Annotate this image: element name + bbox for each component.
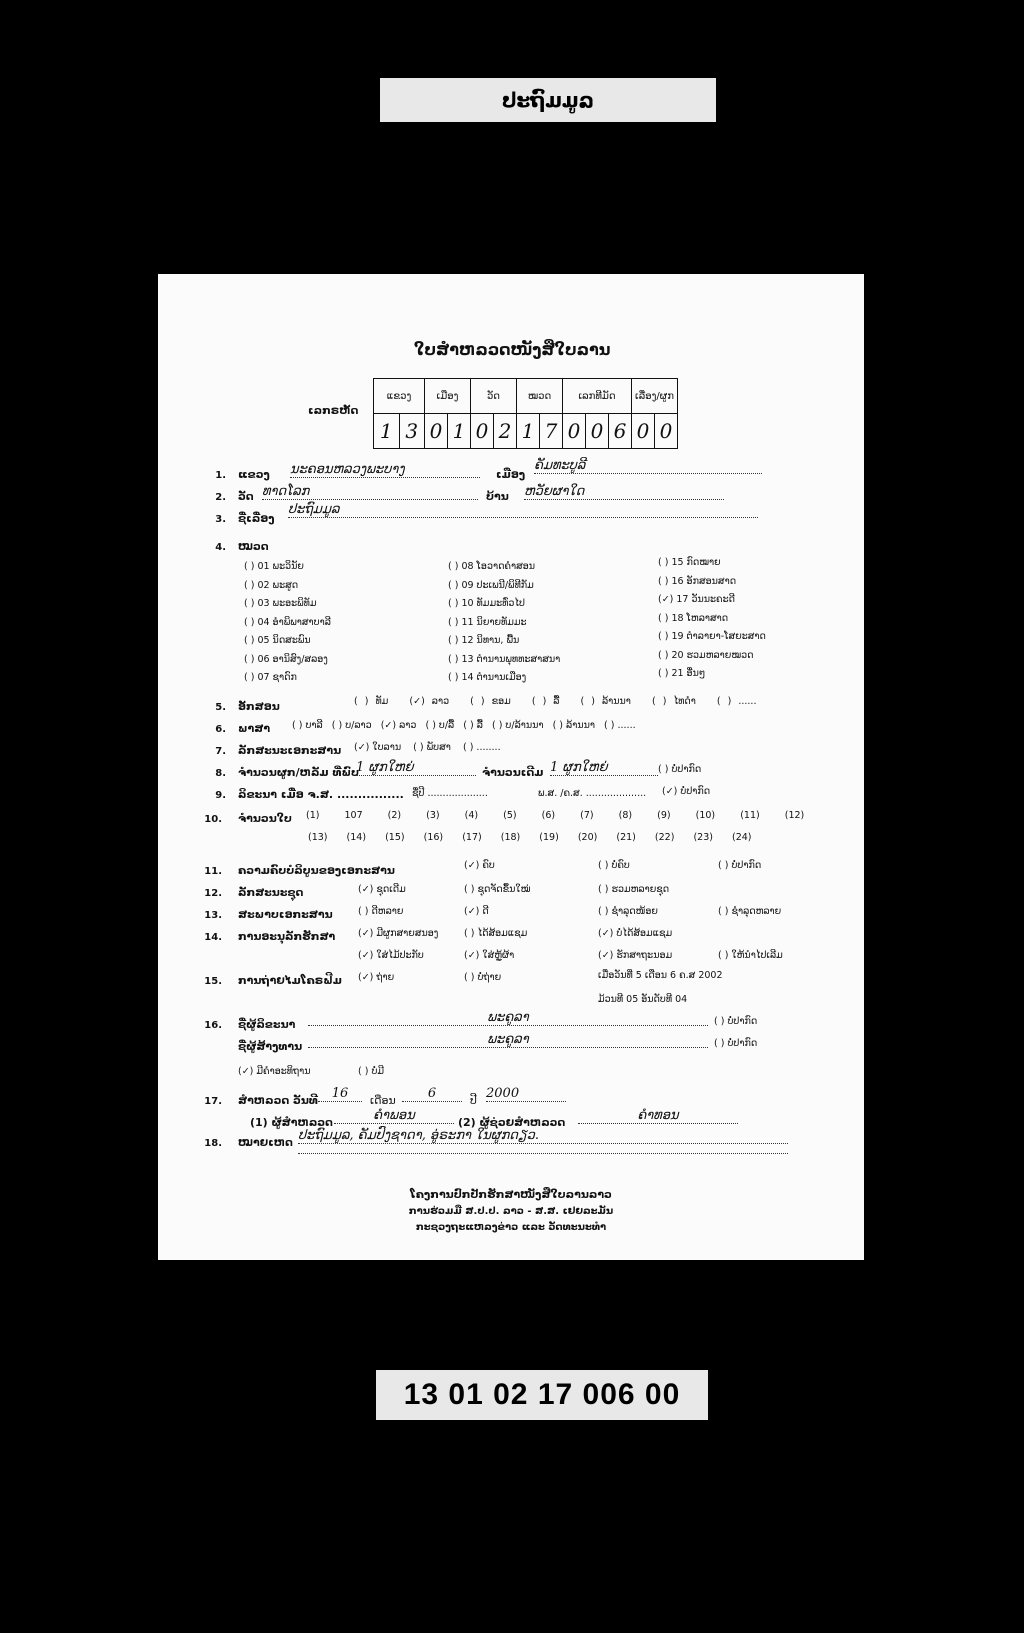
leaf-count-cell: (5) xyxy=(503,810,517,821)
remarks-value: ປະຖົມມູລ, ຄັມປົງຊາດາ, ອູ່ຣະກາ ໃນຜູກດຽວ. xyxy=(298,1128,788,1144)
leaf-count-row-1 xyxy=(306,810,804,821)
set-type-option[interactable]: ( ) ຊຸດຈັດຂຶ້ນໃໝ່ xyxy=(464,884,531,895)
footer-cooperation: ການຮ່ວມມື ສ.ປ.ປ. ລາວ - ສ.ສ. ເຢຍລະມັນ xyxy=(408,1206,614,1217)
language-option-selected[interactable]: (✓) ລາວ xyxy=(380,720,417,731)
written-date-label: ລິຂະນາ ເມື່ອ ຈ.ສ. ................ xyxy=(238,788,404,801)
scribe-label: ຊື່ຜູ້ລິຂະນາ xyxy=(238,1018,296,1031)
prayer-option-selected[interactable]: (✓) ມີຄຳອະທິຖານ xyxy=(238,1066,311,1077)
leaf-count-cell: (15) xyxy=(385,832,405,843)
form-title: ໃບສຳຫລວດໜັງສືໃບລານ xyxy=(414,340,611,359)
surveyor-value: ຄຳພອນ xyxy=(334,1108,454,1124)
survey-form-sheet xyxy=(158,274,864,1260)
province-value: ນະຄອນຫລວງພະບາງ xyxy=(290,462,480,478)
field-number: 13. xyxy=(204,910,222,921)
field-number: 17. xyxy=(204,1096,222,1107)
id-digit: 3 xyxy=(399,414,425,449)
category-option[interactable]: ( ) 14 ຕຳນານເມືອງ xyxy=(448,672,527,683)
category-option[interactable]: ( ) 07 ຊາດົກ xyxy=(244,672,297,683)
field-number: 6. xyxy=(215,724,226,735)
category-option[interactable]: ( ) 21 ອື່ນໆ xyxy=(658,668,706,679)
conservation-label: ການອະນຸລັກຮັກສາ xyxy=(238,930,336,943)
category-option[interactable]: ( ) 11 ນິຍາຍທັມມະ xyxy=(448,616,527,628)
donor-unknown[interactable]: ( ) ບໍ່ປາກົດ xyxy=(714,1038,758,1049)
leaf-count-cell: (10) xyxy=(695,810,716,821)
leaf-count-cell: (20) xyxy=(577,832,598,843)
temple-value: ທາດໂລກ xyxy=(262,484,478,500)
language-options xyxy=(292,720,636,731)
leaf-count-cell: (12) xyxy=(784,810,805,821)
id-header-category: ໝວດ xyxy=(517,379,563,414)
conservation-option-selected[interactable]: (✓) ໃສ່ຫຼູ້ຜ້າ xyxy=(464,950,515,961)
footer-ministry: ກະຊວງຖະແຫລງຂ່າວ ແລະ ວັດທະນະທຳ xyxy=(415,1222,607,1233)
title-value: ປະຖົມມູລ xyxy=(288,502,758,518)
conservation-option[interactable]: ( ) ໃຫ້ນຳໄປເລີມ xyxy=(718,950,783,961)
field-number: 3. xyxy=(215,514,226,525)
id-digit: 0 xyxy=(425,414,448,449)
leaf-count-cell: (6) xyxy=(541,810,556,821)
category-option[interactable]: ( ) 18 ໂຫລາສາດ xyxy=(658,612,729,624)
set-type-option-selected[interactable]: (✓) ຊຸດເດີມ xyxy=(358,884,406,895)
doc-type-label: ລັກສະນະເອກະສານ xyxy=(238,744,342,757)
id-digit: 1 xyxy=(517,414,540,449)
id-header-district: ເມືອງ xyxy=(425,379,471,414)
id-header-bundle-no: ເລກທີມັດ xyxy=(563,379,632,414)
language-option[interactable]: ( ) ລ້ານນາ xyxy=(552,720,595,731)
field-number: 14. xyxy=(204,932,222,943)
survey-year: 2000 xyxy=(486,1086,566,1102)
condition-option[interactable]: ( ) ຊຳລຸດໜ້ອຍ xyxy=(598,906,658,917)
leaf-count-cell: (24) xyxy=(732,832,752,843)
district-value: ຄັມທະບູລີ xyxy=(534,458,762,474)
script-label: ອັກສອນ xyxy=(238,700,280,713)
temple-label: ວັດ xyxy=(238,490,254,503)
language-option[interactable]: ( ) ບາລີ xyxy=(292,720,323,731)
scribe-value: ພະຄູລາ xyxy=(308,1010,708,1026)
set-type-label: ລັກສະນະຊຸດ xyxy=(238,886,304,899)
survey-date-label: ສຳຫລວດ ວັນທີ xyxy=(238,1094,318,1107)
footer-project-name: ໂຄງການປົກປັກຮັກສາໜັງສືໃບລານລາວ xyxy=(410,1188,612,1201)
remarks-extra-line xyxy=(298,1152,788,1154)
id-digit: 1 xyxy=(374,414,400,449)
field-number: 12. xyxy=(204,888,222,899)
completeness-option[interactable]: ( ) ບໍ່ປາກົດ xyxy=(718,860,762,871)
district-label: ເມືອງ xyxy=(496,468,526,481)
category-option[interactable]: ( ) 20 ຮວມຫລາຍໝວດ xyxy=(658,649,754,661)
script-option-selected[interactable]: (✓) ລາວ xyxy=(409,696,450,707)
leaf-count-cell: (9) xyxy=(657,810,671,821)
donor-value: ພະຄູລາ xyxy=(308,1032,708,1048)
field-number: 11. xyxy=(204,866,222,877)
surveyor-label: (1) ຜູ້ສຳຫລວດ xyxy=(250,1116,333,1129)
code-label: ເລກຣຫັດ xyxy=(308,404,359,417)
category-option[interactable]: ( ) 19 ຕຳລາຍາ-ໂສຍະສາດ xyxy=(658,631,766,642)
script-option[interactable]: ( ) ໄທດຳ xyxy=(652,696,696,707)
category-option[interactable]: ( ) 08 ໂອວາດຄຳສອນ xyxy=(448,561,536,572)
category-option[interactable]: ( ) 12 ນິທານ, ພື້ນ xyxy=(448,635,520,646)
id-digit: 0 xyxy=(632,414,655,449)
condition-option[interactable]: ( ) ດີຫລາຍ xyxy=(358,906,404,917)
leaf-count-cell: (22) xyxy=(654,832,675,843)
era-year-label: ພ.ສ. /ຄ.ສ. .................... xyxy=(538,788,647,799)
id-digit: 6 xyxy=(609,414,632,449)
category-option[interactable]: ( ) 03 ພະອະພິທັມ xyxy=(244,598,317,609)
category-option[interactable]: ( ) 16 ອັກສອນສາດ xyxy=(658,575,737,587)
field-number: 9. xyxy=(215,790,226,801)
id-digit: 2 xyxy=(494,414,517,449)
survey-day: 16 xyxy=(318,1086,362,1102)
field-number: 7. xyxy=(215,746,226,757)
script-option[interactable]: ( ) ລ້ານນາ xyxy=(580,696,631,707)
conservation-option[interactable]: ( ) ໄດ້ສ້ອມແຊມ xyxy=(464,928,528,939)
leaf-count-cell: (19) xyxy=(539,832,559,843)
top-title-label: ປະຖົມມູລ xyxy=(380,78,716,122)
village-value: ຫວັຍຜາໃດ xyxy=(524,484,724,500)
field-number: 18. xyxy=(204,1138,222,1149)
leaf-count-cell: (8) xyxy=(618,810,633,821)
category-column-2 xyxy=(448,558,560,688)
survey-month: 6 xyxy=(402,1086,462,1102)
id-digit: 0 xyxy=(471,414,494,449)
script-option[interactable]: ( ) ຂອມ xyxy=(470,696,511,707)
leaf-count-cell: (3) xyxy=(426,810,440,821)
original-count-value: 1 ຜູກໃຫຍ່ xyxy=(550,760,658,776)
id-digit: 0 xyxy=(586,414,609,449)
field-number: 10. xyxy=(204,814,222,825)
scribe-unknown[interactable]: ( ) ບໍ່ປາກົດ xyxy=(714,1016,758,1027)
condition-option-selected[interactable]: (✓) ດີ xyxy=(464,906,489,917)
title-label: ຊື່ເລື່ອງ xyxy=(238,512,275,525)
completeness-option-selected[interactable]: (✓) ຄົບ xyxy=(464,860,495,871)
donor-label: ຊື່ຜູ້ສ້າງທານ xyxy=(238,1040,303,1053)
microfilm-roll: ມ້ວນທີ 05 ອັນດັບທີ 04 xyxy=(598,994,688,1005)
leaf-count-cell: (17) xyxy=(462,832,482,843)
leaf-count-cell: (11) xyxy=(740,810,760,821)
script-option[interactable]: ( ) ລື້ xyxy=(531,696,560,707)
field-number: 8. xyxy=(215,768,226,779)
prayer-option[interactable]: ( ) ບໍ່ມີ xyxy=(358,1066,385,1077)
leaf-count-row-2 xyxy=(308,832,752,843)
condition-label: ສະພາບເອກະສານ xyxy=(238,908,333,921)
condition-option[interactable]: ( ) ຊຳລຸດຫລາຍ xyxy=(718,906,782,917)
language-option[interactable]: ( ) ບ/ລື້ xyxy=(425,720,455,731)
found-count-label: ຈຳນວນຜູກ/ຫລັມ ທີ່ພົບ xyxy=(238,766,359,779)
microfilm-date: ເມື່ອວັນທີ່ 5 ເດືອນ 6 ຄ.ສ 2002 xyxy=(598,970,723,981)
leaf-count-cell: (21) xyxy=(616,832,636,843)
doc-type-option[interactable]: ( ) ພັບສາ xyxy=(413,742,451,753)
microfilm-option[interactable]: ( ) ບໍ່ຖ່າຍ xyxy=(464,972,502,983)
field-number: 5. xyxy=(215,702,226,713)
assistant-surveyor-label: (2) ຜູ້ຊ່ວຍສຳຫລວດ xyxy=(458,1116,566,1129)
category-column-1 xyxy=(244,558,331,688)
language-label: ພາສາ xyxy=(238,722,271,735)
category-label: ໝວດ xyxy=(238,540,269,553)
id-digit: 0 xyxy=(655,414,678,449)
field-number: 16. xyxy=(204,1020,222,1031)
language-option[interactable]: ( ) ...... xyxy=(604,720,636,731)
survey-month-label: ເດືອນ xyxy=(370,1094,396,1107)
remarks-label: ໝາຍເຫດ xyxy=(238,1136,293,1149)
field-number: 2. xyxy=(215,492,226,503)
conservation-option-selected[interactable]: (✓) ໃສ່ໄມ້ປະກັບ xyxy=(358,950,424,961)
category-option[interactable]: ( ) 04 ອໍາພິພາສາບາລີ xyxy=(244,616,331,628)
leaf-count-cell: (7) xyxy=(580,810,594,821)
category-option[interactable]: ( ) 05 ນິດສະພົນ xyxy=(244,635,311,646)
written-date-unknown[interactable]: (✓) ບໍ່ປາກົດ xyxy=(662,786,711,797)
survey-year-label: ປີ xyxy=(470,1094,477,1107)
conservation-option-selected[interactable]: (✓) ຮັກສາຖະນອມ xyxy=(598,950,673,961)
leaf-count-label: ຈຳນວນໃບ xyxy=(238,812,292,825)
category-option[interactable]: ( ) 09 ປະເພນີ/ພິທີກັມ xyxy=(448,579,534,591)
id-header-temple: ວັດ xyxy=(471,379,517,414)
language-option[interactable]: ( ) ລື້ xyxy=(463,720,483,731)
leaf-count-cell: (18) xyxy=(500,832,521,843)
found-count-value: 1 ຜູກໃຫຍ່ xyxy=(356,760,476,776)
set-type-option[interactable]: ( ) ຮວມຫລາຍຊຸດ xyxy=(598,884,670,895)
language-option[interactable]: ( ) ບ/ລາວ xyxy=(331,720,372,731)
script-option[interactable]: ( ) ທັມ xyxy=(354,696,389,707)
conservation-option-selected[interactable]: (✓) ມີຜູກສາຍສນອງ xyxy=(358,928,439,939)
leaf-count-cell: (16) xyxy=(423,832,444,843)
id-header-title-fascicle: ເລື່ອງ/ຜູກ xyxy=(632,379,678,414)
category-option-selected[interactable]: (✓) 17 ວັນນະຄະດີ xyxy=(658,594,735,605)
id-digit: 0 xyxy=(563,414,586,449)
village-label: ບ້ານ xyxy=(486,490,509,503)
leaf-count-cell: (2) xyxy=(387,810,402,821)
province-label: ແຂວງ xyxy=(238,468,270,481)
script-options xyxy=(354,696,756,707)
completeness-option[interactable]: ( ) ບໍ່ຄົບ xyxy=(598,860,630,871)
assistant-surveyor-value: ຄຳທອນ xyxy=(578,1108,738,1124)
microfilm-label: ການຖ່າຍໄມໂຄຣຟີມ xyxy=(238,974,342,987)
field-number: 4. xyxy=(215,542,226,553)
category-option[interactable]: ( ) 13 ຕຳນານພຸທທະສາສນາ xyxy=(448,653,561,665)
doc-type-options xyxy=(354,742,501,753)
field-number: 15. xyxy=(204,976,222,987)
original-count-unknown[interactable]: ( ) ບໍ່ປາກົດ xyxy=(658,764,702,775)
leaf-count-cell: (1) 107 xyxy=(306,810,363,821)
leaf-count-cell: (13) xyxy=(308,832,328,843)
category-option[interactable]: ( ) 02 ພະສູດ xyxy=(244,579,299,591)
category-option[interactable]: ( ) 15 ກົດໝາຍ xyxy=(658,557,721,568)
leaf-count-cell: (14) xyxy=(346,832,367,843)
leaf-count-cell: (23) xyxy=(693,832,713,843)
category-column-3 xyxy=(658,554,766,684)
category-option[interactable]: ( ) 10 ທັມມະທົ່ວໄປ xyxy=(448,598,525,609)
id-header-province: ແຂວງ xyxy=(374,379,425,414)
original-count-label: ຈຳນວນເດີມ xyxy=(482,766,544,779)
year-name-label: ຊື່ປີ .................... xyxy=(412,788,488,799)
script-option[interactable]: ( ) ...... xyxy=(716,696,757,707)
category-option[interactable]: ( ) 06 ອານິສົງ/ສລອງ xyxy=(244,653,328,665)
id-digit: 1 xyxy=(448,414,471,449)
microfilm-option-selected[interactable]: (✓) ຖ່າຍ xyxy=(358,972,395,983)
id-code-table xyxy=(373,378,678,449)
language-option[interactable]: ( ) ບ/ລ້ານນາ xyxy=(491,720,544,731)
doc-type-option[interactable]: ( ) ........ xyxy=(462,742,501,753)
id-digit: 7 xyxy=(540,414,563,449)
bottom-id-label: 13 01 02 17 006 00 xyxy=(376,1370,708,1420)
category-option[interactable]: ( ) 01 ພະວິນັຍ xyxy=(244,561,304,572)
completeness-label: ຄວາມຄົບບໍລິບູນຂອງເອກະສານ xyxy=(238,864,395,877)
field-number: 1. xyxy=(215,470,226,481)
doc-type-option-selected[interactable]: (✓) ໃບລານ xyxy=(354,742,402,753)
conservation-option-selected[interactable]: (✓) ບໍ່ໄດ້ສ້ອມແຊມ xyxy=(598,928,673,939)
leaf-count-cell: (4) xyxy=(464,810,479,821)
